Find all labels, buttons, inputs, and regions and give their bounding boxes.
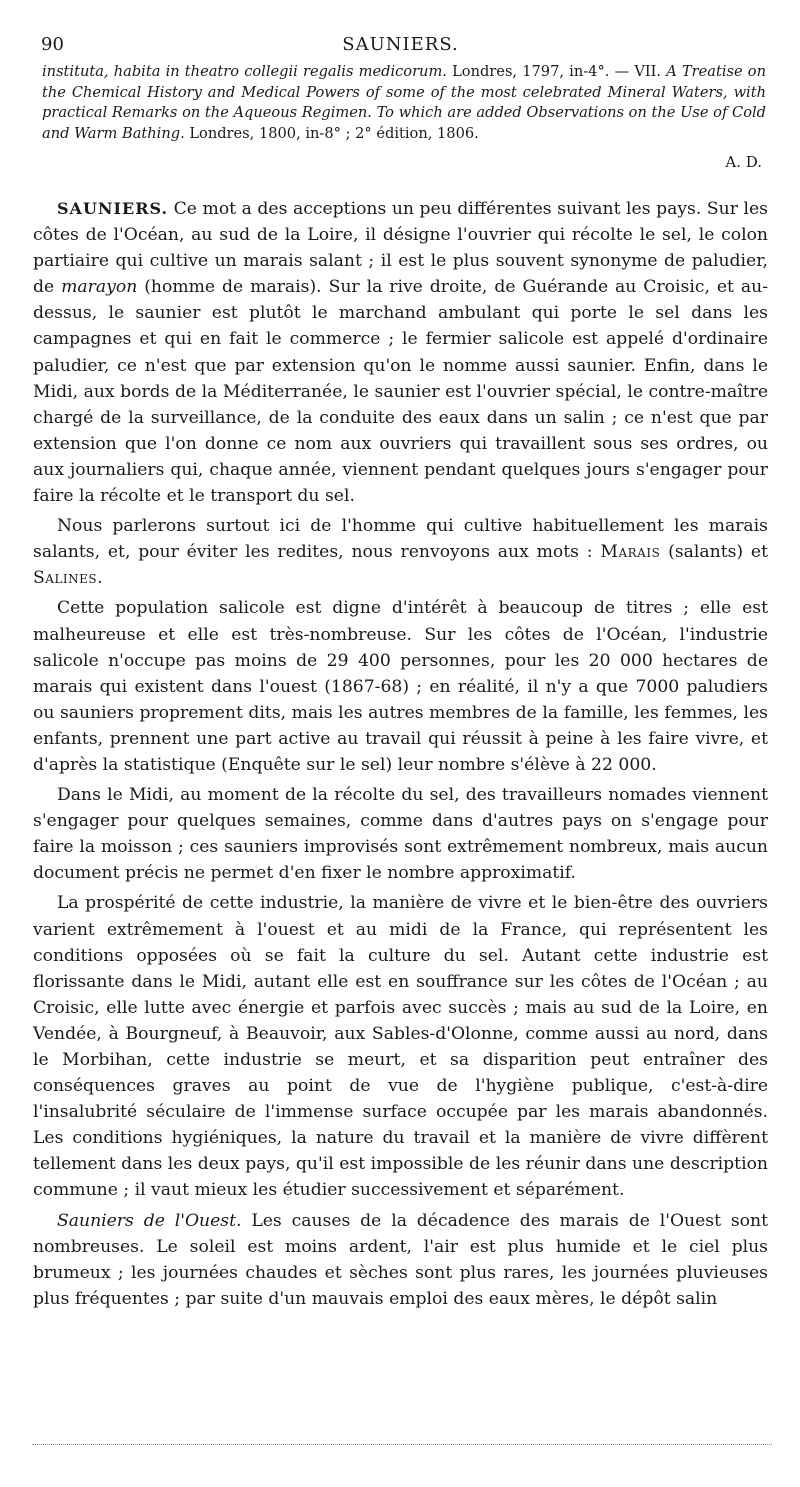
bibliography-title-2: A Treatise on the Chemical History and Medical Powers of some of the most celebrated Mineral Waters, with practical Remarks on the Aqueous Regimen. To which are added Observations on the Use of Cold and Warm Bathing.	[42, 63, 766, 142]
page-header	[33, 22, 768, 58]
cross-ref-marais: Marais	[600, 542, 661, 563]
section-subheading: Sauniers de l'Ouest.	[57, 1210, 242, 1231]
footer-dotted-rule	[32, 1444, 772, 1445]
cross-ref-salines: Salines	[33, 568, 98, 589]
bibliography-ref-1: Londres, 1797, in-4°. — VII.	[446, 63, 667, 80]
page	[33, 22, 768, 58]
paragraph-4: Dans le Midi, au moment de la récolte du sel, des travailleurs nomades viennent s'engager pour quelques semaines, comme dans d'autres pays on s'engage pour faire la moisson ; ces sauniers improvisés sont extrêmement nombreux, mais aucun document précis ne permet d'en fixer le nombre approximatif.	[33, 785, 768, 884]
article-body	[33, 196, 768, 1312]
bibliography-ref-2: Londres, 1800, in-8° ; 2° édition, 1806.	[184, 124, 479, 142]
author-signature: A. D.	[725, 153, 762, 171]
bibliography-block	[42, 62, 766, 173]
running-title: SAUNIERS.	[342, 34, 459, 55]
paragraph-6: Sauniers de l'Ouest. Les causes de la décadence des marais de l'Ouest sont nombreuses. Le soleil est moins ardent, l'air est plus humide et le ciel plus brumeux ; les journées chaudes et sèches sont plus rares, les journées pluvieuses plus fréquentes ; par suite d'un mauvais emploi des eaux mères, le dépôt salin	[33, 1210, 769, 1309]
entry-headword: SAUNIERS.	[57, 199, 169, 218]
paragraph-1: SAUNIERS. Ce mot a des acceptions un peu différentes suivant les pays. Sur les côtes de l'Océan, au sud de la Loire, il désigne l'ouvrier qui récolte le sel, le colon partiaire qui cultive un marais salant ; il est le plus souvent synonyme de paludier, de marayon (homme de marais). Sur la rive droite, de Guérande au Croisic, et au-dessus, le saunier est plutôt le marchand ambulant qui porte le sel dans les campagnes et qui en fait le commerce ; le fermier salicole est appelé d'ordinaire paludier, ce n'est que par extension qu'on le nomme aussi saunier. Enfin, dans le Midi, aux bords de la Méditerranée, le saunier est l'ouvrier spécial, le contre-maître chargé de la surveillance, de la conduite des eaux dans un salin ; ce n'est que par extension que l'on donne ce nom aux ouvriers qui travaillent sous ses ordres, ou aux journaliers qui, chaque année, viennent pendant quelques jours s'engager pour faire la récolte et le transport du sel.	[33, 199, 769, 507]
italic-term: marayon	[61, 277, 138, 298]
page-number: 90	[41, 34, 64, 55]
paragraph-2: Nous parlerons surtout ici de l'homme qui cultive habituellement les marais salants, et, pour éviter les redites, nous renvoyons aux mots : Marais (salants) et Salines.	[33, 516, 769, 589]
bibliography-title-1: instituta, habita in theatro collegii regalis medicorum.	[42, 63, 447, 80]
bibliography-text	[42, 62, 766, 144]
paragraph-5: La prospérité de cette industrie, la manière de vivre et le bien-être des ouvriers varient extrêmement à l'ouest et au midi de la France, qui représentent les conditions opposées où se fait la culture du sel. Autant cette industrie est florissante dans le Midi, autant elle est en souffrance sur les côtes de l'Océan ; au Croisic, elle lutte avec énergie et parfois avec succès ; mais au sud de la Loire, en Vendée, à Bourgneuf, à Beauvoir, aux Sables-d'Olonne, comme aussi au nord, dans le Morbihan, cette industrie se meurt, et sa disparition peut entraîner des conséquences graves au point de vue de l'hygiène publique, c'est-à-dire l'insalubrité séculaire de l'immense surface occupée par les marais abandonnés. Les conditions hygiéniques, la nature du travail et la manière de vivre diffèrent tellement dans les deux pays, qu'il est impossible de les réunir dans une description commune ; il vaut mieux les étudier successivement et séparément.	[33, 893, 768, 1201]
paragraph-3: Cette population salicole est digne d'intérêt à beaucoup de titres ; elle est malheureuse et elle est très-nombreuse. Sur les côtes de l'Océan, l'industrie salicole n'occupe pas moins de 29 400 personnes, pour les 20 000 hectares de marais qui existent dans l'ouest (1867-68) ; en réalité, il n'y a que 7000 paludiers ou sauniers proprement dits, mais les autres membres de la famille, les femmes, les enfants, prennent une part active au travail qui réussit à peine à les faire vivre, et d'après la statistique (Enquête sur le sel) leur nombre s'élève à 22 000.	[33, 598, 768, 775]
